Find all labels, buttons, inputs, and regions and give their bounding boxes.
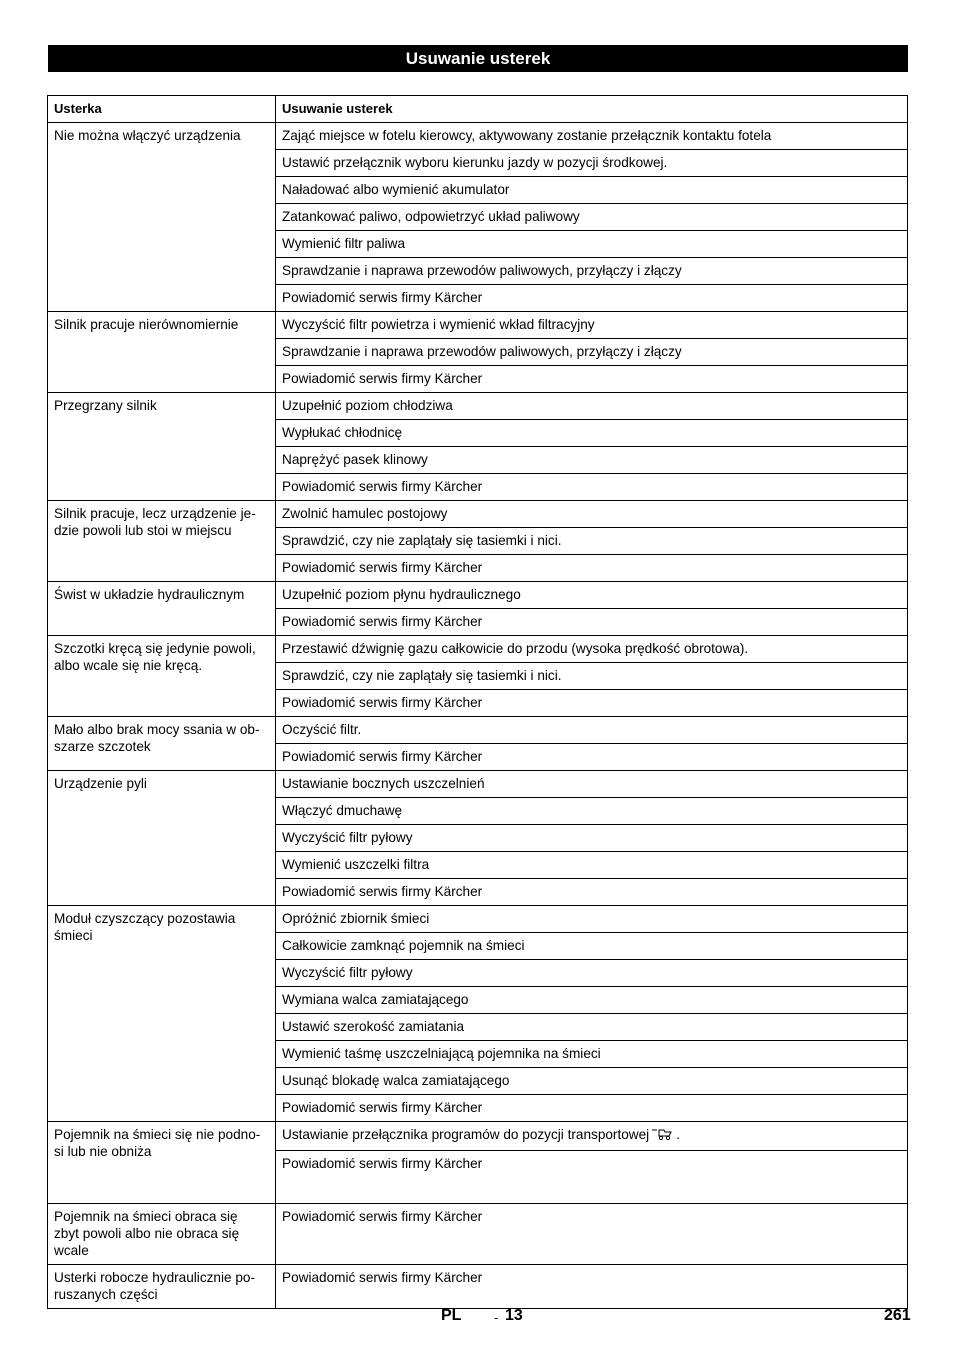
table-row (48, 312, 908, 339)
remedy-cell: Naprężyć pasek klinowy (276, 447, 908, 474)
remedy-cell: Wypłukać chłodnicę (276, 420, 908, 447)
table-row (48, 906, 908, 933)
remedy-cell: Powiadomić serwis firmy Kärcher (276, 555, 908, 582)
remedy-cell: Naładować albo wymienić akumulator (276, 177, 908, 204)
remedy-cell: Powiadomić serwis firmy Kärcher (276, 609, 908, 636)
column-header-remedy: Usuwanie usterek (276, 96, 908, 123)
footer-dash: - (494, 1310, 499, 1325)
column-header-fault: Usterka (48, 96, 276, 123)
remedy-suffix: . (676, 1127, 680, 1142)
remedy-cell (276, 1122, 908, 1151)
remedy-cell: Powiadomić serwis firmy Kärcher (276, 1095, 908, 1122)
remedy-cell: Sprawdzanie i naprawa przewodów paliwowych, przyłączy i złączy (276, 258, 908, 285)
remedy-text: Ustawianie przełącznika programów do pozycji transportowej (282, 1127, 650, 1142)
troubleshooting-table (47, 95, 908, 1309)
section-title: Usuwanie usterek (48, 45, 908, 72)
remedy-cell: Uzupełnić poziom chłodziwa (276, 393, 908, 420)
fault-cell: Pojemnik na śmieci obraca się zbyt powoli albo nie obraca się wcale (48, 1204, 276, 1265)
table-row (48, 717, 908, 744)
fault-cell: Nie można włączyć urządzenia (48, 123, 276, 312)
remedy-cell: Usunąć blokadę walca zamiatającego (276, 1068, 908, 1095)
remedy-cell: Zwolnić hamulec postojowy (276, 501, 908, 528)
remedy-cell: Sprawdzić, czy nie zaplątały się tasiemki i nici. (276, 663, 908, 690)
remedy-cell: Przestawić dźwignię gazu całkowicie do przodu (wysoka prędkość obrotowa). (276, 636, 908, 663)
remedy-cell: Wymienić uszczelki filtra (276, 852, 908, 879)
remedy-cell: Wymienić taśmę uszczelniającą pojemnika na śmieci (276, 1041, 908, 1068)
remedy-cell: Ustawić szerokość zamiatania (276, 1014, 908, 1041)
fault-cell: Świst w układzie hydraulicznym (48, 582, 276, 636)
table-row (48, 582, 908, 609)
remedy-cell: Powiadomić serwis firmy Kärcher (276, 1265, 908, 1309)
remedy-cell: Całkowicie zamknąć pojemnik na śmieci (276, 933, 908, 960)
fault-cell: Urządzenie pyli (48, 771, 276, 906)
table-row (48, 1204, 908, 1265)
fault-cell: Silnik pracuje, lecz urządzenie je- dzie powoli lub stoi w miejscu (48, 501, 276, 582)
table-row (48, 1265, 908, 1309)
table-row (48, 501, 908, 528)
remedy-cell: Powiadomić serwis firmy Kärcher (276, 474, 908, 501)
remedy-cell: Sprawdzić, czy nie zaplątały się tasiemki i nici. (276, 528, 908, 555)
table-row (48, 636, 908, 663)
table-row (48, 123, 908, 150)
remedy-cell: Powiadomić serwis firmy Kärcher (276, 366, 908, 393)
remedy-cell: Opróżnić zbiornik śmieci (276, 906, 908, 933)
fault-cell: Usterki robocze hydraulicznie po- ruszanych części (48, 1265, 276, 1309)
footer-language: PL (441, 1307, 462, 1324)
table-row (48, 771, 908, 798)
table-header-row (48, 96, 908, 123)
fault-cell: Mało albo brak mocy ssania w ob- szarze szczotek (48, 717, 276, 771)
remedy-cell: Ustawianie bocznych uszczelnień (276, 771, 908, 798)
remedy-cell: Powiadomić serwis firmy Kärcher (276, 744, 908, 771)
transport-position-icon (651, 1128, 673, 1145)
remedy-cell: Wymienić filtr paliwa (276, 231, 908, 258)
table-row (48, 393, 908, 420)
remedy-cell: Zatankować paliwo, odpowietrzyć układ paliwowy (276, 204, 908, 231)
footer-page-number: 261 (884, 1307, 911, 1324)
remedy-cell: Powiadomić serwis firmy Kärcher (276, 690, 908, 717)
remedy-cell: Powiadomić serwis firmy Kärcher (276, 879, 908, 906)
footer-section-page: 13 (505, 1307, 523, 1324)
remedy-cell: Uzupełnić poziom płynu hydraulicznego (276, 582, 908, 609)
remedy-cell: Wymiana walca zamiatającego (276, 987, 908, 1014)
remedy-cell: Wyczyścić filtr pyłowy (276, 825, 908, 852)
table-row (48, 1122, 908, 1151)
remedy-cell: Sprawdzanie i naprawa przewodów paliwowych, przyłączy i złączy (276, 339, 908, 366)
remedy-cell: Powiadomić serwis firmy Kärcher (276, 1204, 908, 1265)
fault-cell: Moduł czyszczący pozostawia śmieci (48, 906, 276, 1122)
fault-cell: Szczotki kręcą się jedynie powoli, albo wcale się nie kręcą. (48, 636, 276, 717)
remedy-cell: Powiadomić serwis firmy Kärcher (276, 285, 908, 312)
remedy-cell: Ustawić przełącznik wyboru kierunku jazdy w pozycji środkowej. (276, 150, 908, 177)
remedy-cell: Oczyścić filtr. (276, 717, 908, 744)
fault-cell: Przegrzany silnik (48, 393, 276, 501)
remedy-cell: Wyczyścić filtr powietrza i wymienić wkład filtracyjny (276, 312, 908, 339)
fault-cell: Silnik pracuje nierównomiernie (48, 312, 276, 393)
remedy-cell: Włączyć dmuchawę (276, 798, 908, 825)
fault-cell: Pojemnik na śmieci się nie podno- si lub nie obniża (48, 1122, 276, 1204)
remedy-cell: Wyczyścić filtr pyłowy (276, 960, 908, 987)
remedy-cell: Zająć miejsce w fotelu kierowcy, aktywowany zostanie przełącznik kontaktu fotela (276, 123, 908, 150)
remedy-cell: Powiadomić serwis firmy Kärcher (276, 1151, 908, 1204)
